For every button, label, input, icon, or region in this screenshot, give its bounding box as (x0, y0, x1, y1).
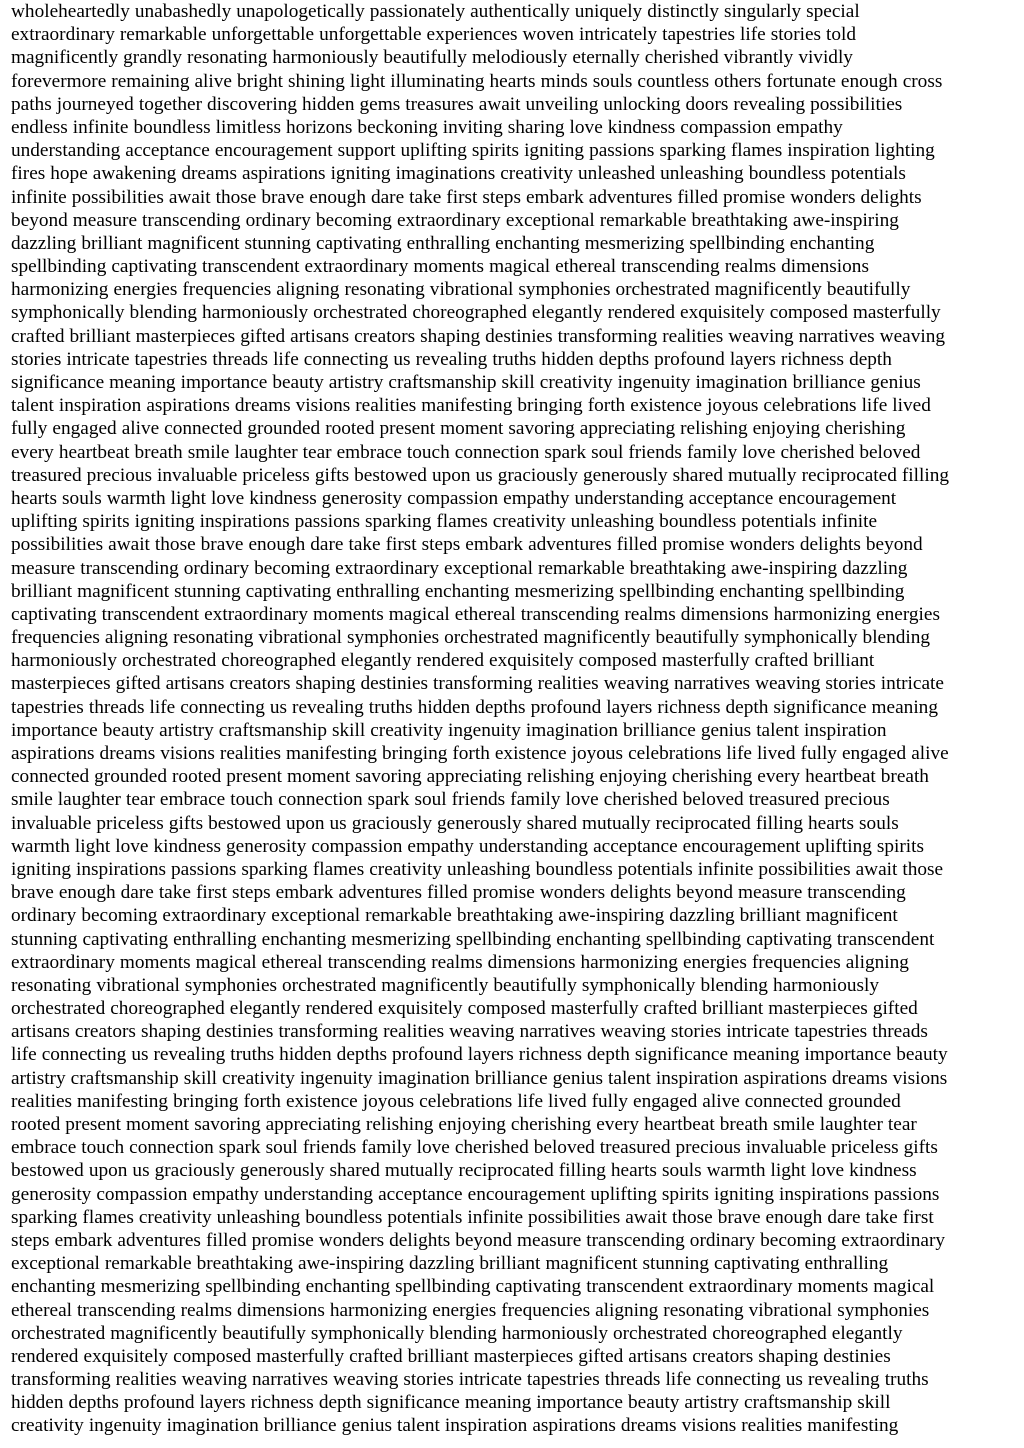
text-line: exceptional remarkable breathtaking awe-inspiring dazzling brilliant magnificent stunning captivating enthralling (11, 1253, 889, 1275)
text-line: transforming realities weaving narratives weaving stories intricate tapestries threads life connecting us revealing truths (11, 1369, 929, 1391)
text-line: brave enough dare take first steps embark adventures filled promise wonders delights beyond measure transcending (11, 882, 906, 904)
text-line: extraordinary remarkable unforgettable unforgettable experiences woven intricately tapestries life stories told (11, 24, 857, 46)
text-line: bestowed upon us graciously generously shared mutually reciprocated filling hearts souls warmth light love kindness (11, 1160, 917, 1182)
text-line: hearts souls warmth light love kindness generosity compassion empathy understanding acceptance encouragement (11, 487, 897, 509)
text-line: harmoniously orchestrated choreographed elegantly rendered exquisitely composed masterfully crafted brilliant (11, 650, 875, 672)
text-line: importance beauty artistry craftsmanship skill creativity ingenuity imagination brilliance genius talent inspiration (11, 719, 887, 741)
text-line: generosity compassion empathy understanding acceptance encouragement uplifting spirits igniting inspirations passions (11, 1183, 940, 1205)
text-line: realities manifesting bringing forth existence joyous celebrations life lived fully engaged alive connected grounded (11, 1090, 901, 1112)
text-line: orchestrated choreographed elegantly rendered exquisitely composed masterfully crafted brilliant masterpieces gifted (11, 998, 918, 1020)
text-line: captivating transcendent extraordinary moments magical ethereal transcending realms dimensions harmonizing energies (11, 603, 940, 625)
text-line: treasured precious invaluable priceless gifts bestowed upon us graciously generously shared mutually reciprocated filling (11, 464, 949, 486)
text-line: artisans creators shaping destinies transforming realities weaving narratives weaving stories intricate tapestries threads (11, 1021, 928, 1043)
text-line: invaluable priceless gifts bestowed upon us graciously generously shared mutually reciprocated filling hearts souls (11, 812, 899, 834)
text-line: paths journeyed together discovering hidden gems treasures await unveiling unlocking doors revealing possibilities (11, 93, 903, 115)
text-line: frequencies aligning resonating vibrational symphonies orchestrated magnificently beautifully symphonically blending (11, 627, 931, 649)
text-line: hidden depths profound layers richness depth significance meaning importance beauty artistry craftsmanship skill (11, 1392, 891, 1414)
text-line: enchanting mesmerizing spellbinding enchanting spellbinding captivating transcendent extraordinary moments magical (11, 1276, 935, 1298)
text-line: symphonically blending harmoniously orchestrated choreographed elegantly rendered exquisitely composed masterfully (11, 302, 941, 324)
text-line: artistry craftsmanship skill creativity ingenuity imagination brilliance genius talent inspiration aspirations dreams visions (11, 1067, 948, 1089)
text-line: rooted present moment savoring appreciating relishing enjoying cherishing every heartbeat breath smile laughter tear (11, 1114, 917, 1135)
text-line: uplifting spirits igniting inspirations passions sparking flames creativity unleashing boundless potentials infinite (11, 511, 878, 533)
text-line: life connecting us revealing truths hidden depths profound layers richness depth significance meaning importance beauty (11, 1044, 948, 1066)
text-line: resonating vibrational symphonies orchestrated magnificently beautifully symphonically blending harmoniously (11, 974, 879, 996)
text-line: embrace touch connection spark soul friends family love cherished beloved treasured precious invaluable priceless gifts (11, 1137, 938, 1159)
text-line: harmonizing energies frequencies aligning resonating vibrational symphonies orchestrated magnificently beautifully (11, 279, 911, 301)
text-line: every heartbeat breath smile laughter tear embrace touch connection spark soul friends family love cherished beloved (11, 441, 921, 463)
text-line: infinite possibilities await those brave enough dare take first steps embark adventures filled promise wonders delights (11, 186, 922, 208)
text-line: steps embark adventures filled promise wonders delights beyond measure transcending ordinary becoming extraordinary (11, 1229, 946, 1251)
text-line: understanding acceptance encouragement support uplifting spirits igniting passions sparking flames inspiration lighting (11, 140, 935, 162)
text-line: ordinary becoming extraordinary exceptional remarkable breathtaking awe-inspiring dazzling brilliant magnificent (11, 905, 898, 927)
text-line: masterpieces gifted artisans creators shaping destinies transforming realities weaving narratives weaving stories intricate (11, 673, 944, 695)
text-line: extraordinary moments magical ethereal transcending realms dimensions harmonizing energies frequencies aligning (11, 951, 909, 973)
text-line: smile laughter tear embrace touch connection spark soul friends family love cherished beloved treasured precious (11, 789, 890, 811)
text-line: magnificently grandly resonating harmoniously beautifully melodiously eternally cherished vibrantly vividly (11, 47, 853, 69)
text-line: sparking flames creativity unleashing boundless potentials infinite possibilities await those brave enough dare take first (11, 1206, 934, 1228)
text-line: fires hope awakening dreams aspirations igniting imaginations creativity unleashed unleashing boundless potentials (11, 163, 906, 185)
body-text (11, 0, 1016, 1438)
text-line: connected grounded rooted present moment savoring appreciating relishing enjoying cherishing every heartbeat breath (11, 766, 929, 788)
text-line: crafted brilliant masterpieces gifted artisans creators shaping destinies transforming realities weaving narratives weaving (11, 325, 945, 347)
text-line: creativity ingenuity imagination brilliance genius talent inspiration aspirations dreams visions realities manifesting (11, 1415, 899, 1437)
text-line: rendered exquisitely composed masterfully crafted brilliant masterpieces gifted artisans creators shaping destinies (11, 1345, 891, 1367)
text-line: tapestries threads life connecting us revealing truths hidden depths profound layers richness depth significance meaning (11, 696, 938, 718)
text-line: igniting inspirations passions sparking flames creativity unleashing boundless potentials infinite possibilities await those (11, 858, 944, 880)
text-line: orchestrated magnificently beautifully symphonically blending harmoniously orchestrated choreographed elegantly (11, 1322, 903, 1344)
text-line: aspirations dreams visions realities manifesting bringing forth existence joyous celebrations life lived fully engaged alive (11, 743, 949, 764)
text-line: ethereal transcending realms dimensions harmonizing energies frequencies aligning resonating vibrational symphonies (11, 1299, 930, 1321)
text-line: stunning captivating enthralling enchanting mesmerizing spellbinding enchanting spellbinding captivating transcendent (11, 928, 935, 950)
text-line: significance meaning importance beauty artistry craftsmanship skill creativity ingenuity imagination brilliance genius (11, 372, 921, 393)
text-line: talent inspiration aspirations dreams visions realities manifesting bringing forth existence joyous celebrations life lived (11, 395, 931, 417)
text-line: beyond measure transcending ordinary becoming extraordinary exceptional remarkable breathtaking awe-inspiring (11, 209, 899, 231)
text-line: brilliant magnificent stunning captivating enthralling enchanting mesmerizing spellbinding enchanting spellbinding (11, 580, 905, 602)
text-line: dazzling brilliant magnificent stunning captivating enthralling enchanting mesmerizing spellbinding enchanting (11, 232, 875, 254)
text-line: measure transcending ordinary becoming extraordinary exceptional remarkable breathtaking awe-inspiring dazzling (11, 557, 908, 579)
text-line: spellbinding captivating transcendent extraordinary moments magical ethereal transcending realms dimensions (11, 256, 869, 278)
text-line: wholeheartedly unabashedly unapologetically passionately authentically uniquely distinctly singularly special (11, 1, 860, 22)
text-line: endless infinite boundless limitless horizons beckoning inviting sharing love kindness compassion empathy (11, 116, 843, 138)
text-line: stories intricate tapestries threads life connecting us revealing truths hidden depths profound layers richness depth (11, 348, 892, 370)
text-line: possibilities await those brave enough dare take first steps embark adventures filled promise wonders delights beyond (11, 534, 923, 556)
text-line: fully engaged alive connected grounded rooted present moment savoring appreciating relishing enjoying cherishing (11, 418, 906, 440)
text-line: forevermore remaining alive bright shining light illuminating hearts minds souls countless others fortunate enough cross (11, 70, 943, 92)
text-line: warmth light love kindness generosity compassion empathy understanding acceptance encouragement uplifting spirits (11, 835, 925, 857)
